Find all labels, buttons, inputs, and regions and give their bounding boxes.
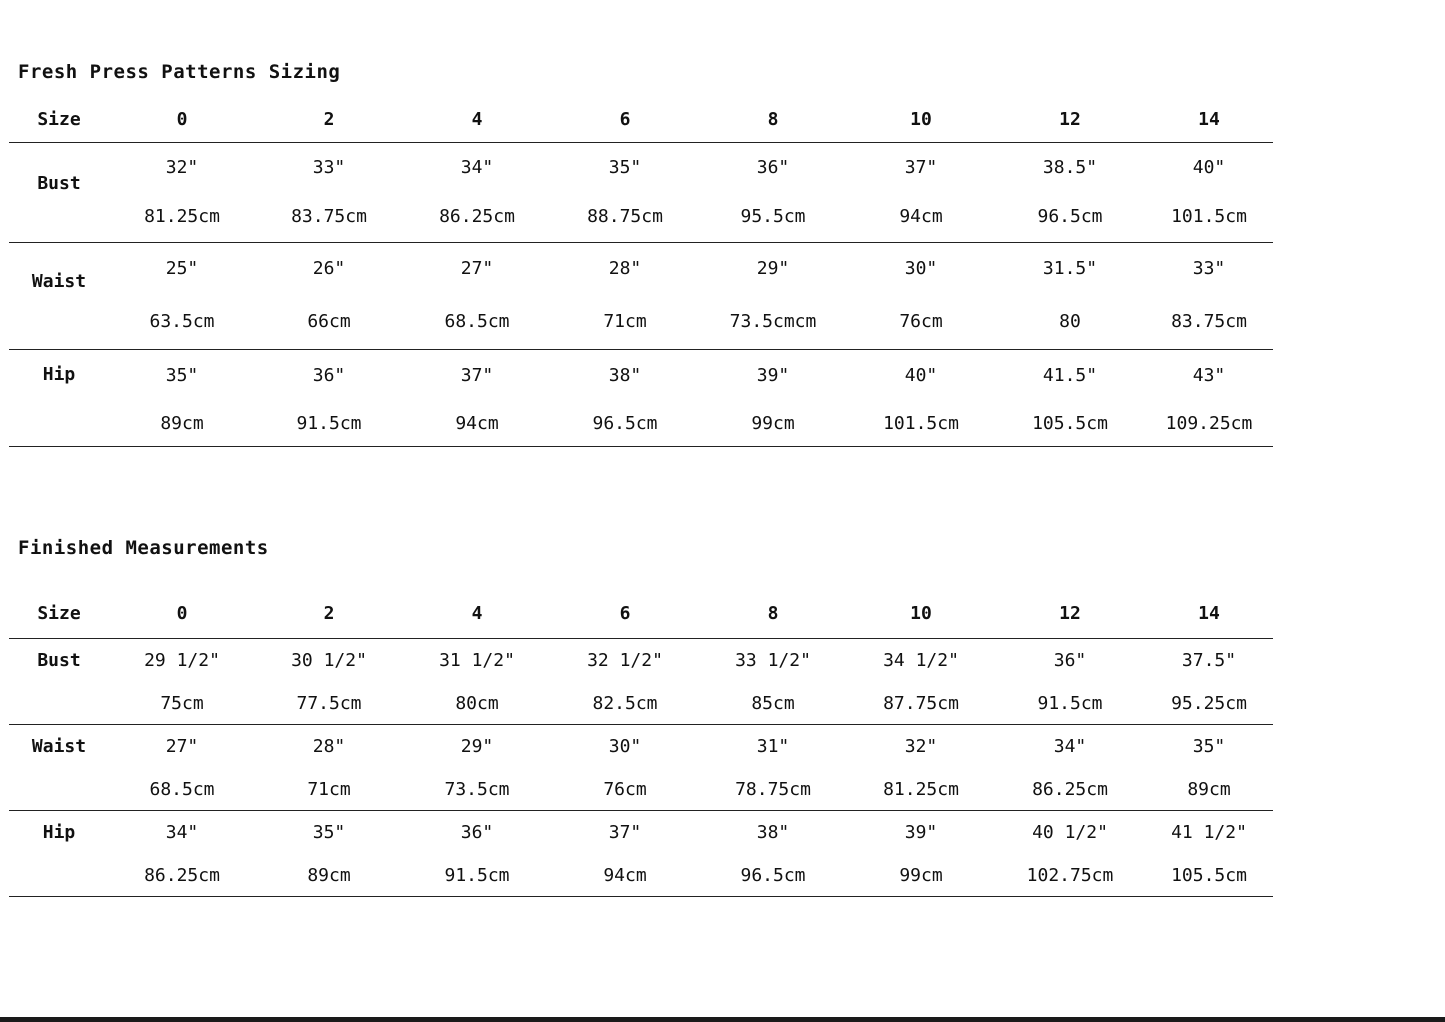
measurement-cell: 31.5": [1042, 258, 1098, 280]
measurement-cell: 101.5cm: [1171, 206, 1247, 228]
row-label-bust: Bust: [37, 172, 81, 194]
measurement-cell: 40": [904, 365, 938, 387]
measurement-cell: 37": [460, 365, 494, 387]
hip-inches-row: [9, 349, 1273, 402]
size-header: 10: [910, 603, 932, 625]
measurement-cell: 96.5cm: [592, 413, 658, 435]
size-header-label: Size: [37, 109, 81, 131]
measurement-cell: 27": [460, 258, 494, 280]
measurement-cell: 71cm: [307, 778, 351, 800]
size-header: 6: [619, 109, 631, 131]
size-header: 4: [471, 109, 483, 131]
sizing-table: [9, 98, 1273, 447]
bust-cm-row: [9, 192, 1273, 242]
measurement-cell: 83.75cm: [1171, 311, 1247, 333]
measurement-cell: 41 1/2": [1171, 822, 1247, 844]
measurement-cell: 99cm: [899, 864, 943, 886]
size-header: 8: [767, 109, 779, 131]
measurement-cell: 35": [608, 156, 642, 178]
measurement-cell: 30": [904, 258, 938, 280]
measurement-cell: 86.25cm: [144, 864, 220, 886]
measurement-cell: 38": [756, 822, 790, 844]
measurement-cell: 36": [460, 822, 494, 844]
size-header: 6: [619, 603, 631, 625]
measurement-cell: 38": [608, 365, 642, 387]
measurement-cell: 26": [312, 258, 346, 280]
measurement-cell: 105.5cm: [1032, 413, 1108, 435]
measurement-cell: 43": [1192, 365, 1226, 387]
size-header: 0: [176, 109, 188, 131]
measurement-cell: 91.5cm: [444, 864, 510, 886]
measurement-cell: 76cm: [899, 311, 943, 333]
size-header: 12: [1059, 603, 1081, 625]
measurement-cell: 66cm: [307, 311, 351, 333]
waist-inches-row: [9, 724, 1273, 769]
measurement-cell: 63.5cm: [149, 311, 215, 333]
measurement-cell: 78.75cm: [735, 778, 811, 800]
measurement-cell: 29": [756, 258, 790, 280]
measurement-cell: 28": [608, 258, 642, 280]
size-header: 2: [323, 109, 335, 131]
measurement-cell: 105.5cm: [1171, 864, 1247, 886]
measurement-cell: 94cm: [899, 206, 943, 228]
measurement-cell: 39": [904, 822, 938, 844]
waist-cm-row: [9, 769, 1273, 810]
measurement-cell: 33": [1192, 258, 1226, 280]
measurement-cell: 36": [312, 365, 346, 387]
measurement-cell: 35": [312, 822, 346, 844]
measurement-cell: 33": [312, 156, 346, 178]
finished-title: Finished Measurements: [18, 537, 269, 559]
measurement-cell: 32": [904, 736, 938, 758]
measurement-cell: 30": [608, 736, 642, 758]
measurement-cell: 35": [1192, 736, 1226, 758]
measurement-cell: 75cm: [160, 692, 204, 714]
measurement-cell: 40 1/2": [1032, 822, 1108, 844]
size-header: 12: [1059, 109, 1081, 131]
measurement-cell: 95.25cm: [1171, 692, 1247, 714]
measurement-cell: 102.75cm: [1026, 864, 1114, 886]
measurement-cell: 34": [460, 156, 494, 178]
measurement-cell: 94cm: [603, 864, 647, 886]
bust-inches-row: [9, 638, 1273, 683]
measurement-cell: 89cm: [1187, 778, 1231, 800]
waist-cm-row: [9, 295, 1273, 349]
measurement-cell: 73.5cmcm: [729, 311, 817, 333]
size-header-label: Size: [37, 603, 81, 625]
size-header: 0: [176, 603, 188, 625]
measurement-cell: 25": [165, 258, 199, 280]
measurement-cell: 96.5cm: [740, 864, 806, 886]
hip-inches-row: [9, 810, 1273, 855]
measurement-cell: 40": [1192, 156, 1226, 178]
measurement-cell: 85cm: [751, 692, 795, 714]
measurement-cell: 36": [756, 156, 790, 178]
page-bottom-edge: [0, 1017, 1445, 1022]
measurement-cell: 87.75cm: [883, 692, 959, 714]
measurement-cell: 89cm: [307, 864, 351, 886]
size-header: 14: [1198, 603, 1220, 625]
measurement-cell: 91.5cm: [296, 413, 362, 435]
measurement-cell: 31": [756, 736, 790, 758]
row-label-waist: Waist: [31, 270, 87, 292]
measurement-cell: 68.5cm: [149, 778, 215, 800]
waist-inches-row: [9, 242, 1273, 295]
measurement-cell: 38.5": [1042, 156, 1098, 178]
measurement-cell: 35": [165, 365, 199, 387]
measurement-cell: 77.5cm: [296, 692, 362, 714]
measurement-cell: 32 1/2": [587, 650, 663, 672]
measurement-cell: 31 1/2": [439, 650, 515, 672]
size-header: 2: [323, 603, 335, 625]
measurement-cell: 41.5": [1042, 365, 1098, 387]
measurement-cell: 88.75cm: [587, 206, 663, 228]
measurement-cell: 34": [1053, 736, 1087, 758]
measurement-cell: 36": [1053, 650, 1087, 672]
measurement-cell: 30 1/2": [291, 650, 367, 672]
measurement-cell: 81.25cm: [144, 206, 220, 228]
row-label-waist: Waist: [31, 735, 87, 757]
measurement-cell: 37": [608, 822, 642, 844]
measurement-cell: 109.25cm: [1165, 413, 1253, 435]
measurement-cell: 94cm: [455, 413, 499, 435]
size-header: 14: [1198, 109, 1220, 131]
measurement-cell: 68.5cm: [444, 311, 510, 333]
hip-cm-row: [9, 855, 1273, 896]
row-label-hip: Hip: [42, 363, 76, 385]
measurement-cell: 32": [165, 156, 199, 178]
sizing-title: Fresh Press Patterns Sizing: [18, 61, 341, 83]
measurement-cell: 101.5cm: [883, 413, 959, 435]
measurement-cell: 81.25cm: [883, 778, 959, 800]
measurement-cell: 83.75cm: [291, 206, 367, 228]
measurement-cell: 39": [756, 365, 790, 387]
finished-header-row: [9, 590, 1273, 638]
measurement-cell: 29": [460, 736, 494, 758]
measurement-cell: 29 1/2": [144, 650, 220, 672]
measurement-cell: 71cm: [603, 311, 647, 333]
bust-inches-row: [9, 142, 1273, 192]
finished-table: [9, 590, 1273, 897]
measurement-cell: 73.5cm: [444, 778, 510, 800]
row-label-hip: Hip: [42, 821, 76, 843]
row-label-bust: Bust: [37, 649, 81, 671]
hip-cm-row: [9, 402, 1273, 446]
size-header: 4: [471, 603, 483, 625]
size-header: 10: [910, 109, 932, 131]
measurement-cell: 80cm: [455, 692, 499, 714]
bust-cm-row: [9, 683, 1273, 724]
measurement-cell: 96.5cm: [1037, 206, 1103, 228]
measurement-cell: 86.25cm: [439, 206, 515, 228]
measurement-cell: 34": [165, 822, 199, 844]
measurement-cell: 80: [1059, 311, 1081, 333]
measurement-cell: 91.5cm: [1037, 692, 1103, 714]
measurement-cell: 89cm: [160, 413, 204, 435]
measurement-cell: 82.5cm: [592, 692, 658, 714]
measurement-cell: 76cm: [603, 778, 647, 800]
measurement-cell: 34 1/2": [883, 650, 959, 672]
measurement-cell: 37": [904, 156, 938, 178]
measurement-cell: 28": [312, 736, 346, 758]
measurement-cell: 27": [165, 736, 199, 758]
measurement-cell: 33 1/2": [735, 650, 811, 672]
sizing-header-row: [9, 98, 1273, 142]
measurement-cell: 95.5cm: [740, 206, 806, 228]
measurement-cell: 86.25cm: [1032, 778, 1108, 800]
size-header: 8: [767, 603, 779, 625]
measurement-cell: 37.5": [1181, 650, 1237, 672]
measurement-cell: 99cm: [751, 413, 795, 435]
